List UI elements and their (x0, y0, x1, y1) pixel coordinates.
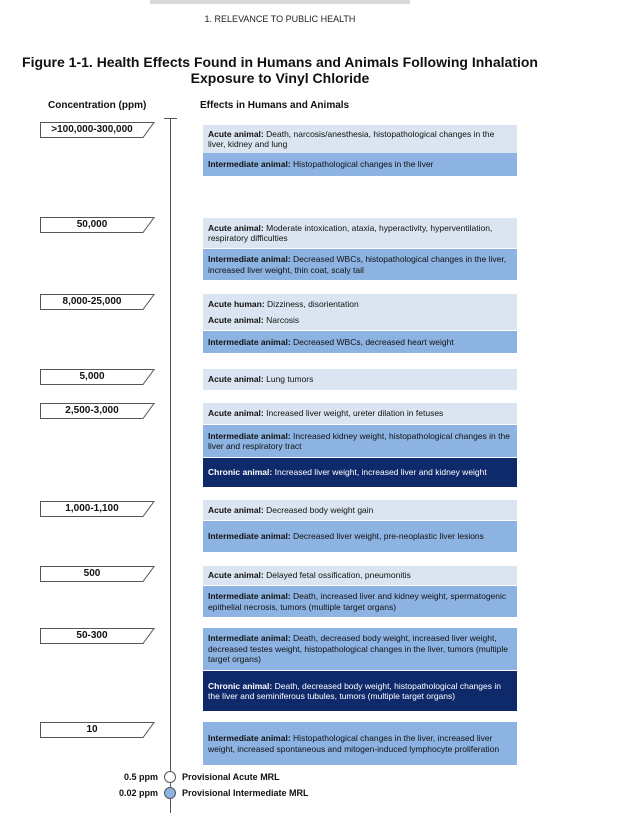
effect-label: Acute animal: (208, 570, 264, 581)
concentration-value: 1,000-1,100 (65, 503, 119, 514)
axis-top-cap (164, 118, 177, 119)
concentration-axis (170, 118, 171, 813)
effect-line (208, 431, 512, 452)
effect-label: Chronic animal: (208, 680, 273, 691)
concentration-tag (40, 369, 156, 385)
effect-label: Acute animal: (208, 222, 264, 233)
effect-line (208, 733, 512, 754)
top-scroll-bar (150, 0, 410, 4)
effect-label: Acute animal: (208, 128, 264, 139)
concentration-tag (40, 501, 156, 517)
effect-label: Intermediate animal: (208, 159, 291, 170)
effect-text: Moderate intoxication, ataxia, hyperactivity, hyperventilation, respiratory difficulties (208, 222, 493, 243)
figure-title (0, 54, 560, 86)
effect-text: Lung tumors (266, 374, 314, 385)
effect-label: Chronic animal: (208, 467, 273, 478)
mrl-value: 0.5 ppm (123, 772, 158, 782)
effect-box (203, 249, 517, 280)
concentration-value: 2,500-3,000 (65, 405, 119, 416)
effect-line (208, 591, 512, 612)
mrl-label: Provisional Acute MRL (182, 772, 280, 782)
effect-text: Delayed fetal ossification, pneumonitis (266, 570, 411, 581)
effect-text: Decreased body weight gain (266, 504, 374, 515)
effect-text: Increased kidney weight, histopathological changes in the liver and respiratory tract (208, 430, 510, 451)
effect-label: Intermediate animal: (208, 633, 291, 644)
effect-text: Death, decreased body weight, histopathological changes in the liver and seminiferous tubules, tumors (multiple target organs) (208, 680, 501, 701)
effect-line (208, 315, 512, 326)
effect-box (203, 218, 517, 248)
figure-title-line2: Exposure to Vinyl Chloride (190, 70, 370, 86)
effect-text: Decreased WBCs, decreased heart weight (293, 336, 454, 347)
concentration-tag (40, 294, 156, 310)
effect-box (203, 566, 517, 585)
concentration-tag (40, 566, 156, 582)
effect-box (203, 671, 517, 711)
effect-box (203, 369, 517, 390)
effect-box (203, 403, 517, 424)
concentration-value: 500 (83, 568, 101, 579)
effect-text: Death, increased liver and kidney weight, spermatogenic epithelial necrosis, tumors (multiple target organs) (208, 591, 507, 612)
effect-line (208, 223, 512, 244)
mrl-marker-icon (164, 771, 176, 783)
effect-text: Increased liver weight, increased liver and kidney weight (274, 467, 487, 478)
mrl-value: 0.02 ppm (118, 788, 158, 798)
effect-label: Intermediate animal: (208, 336, 291, 347)
effect-line (208, 505, 512, 516)
concentration-tag (40, 628, 156, 644)
effect-label: Intermediate animal: (208, 591, 291, 601)
concentration-column-header: Concentration (ppm) (48, 100, 147, 111)
section-header: 1. RELEVANCE TO PUBLIC HEALTH (204, 14, 356, 24)
effect-label: Intermediate animal: (208, 733, 291, 743)
concentration-tag (40, 403, 156, 419)
effect-text: Death, decreased body weight, increased liver weight, decreased testes weight, histopathological changes in the liver, tumors (multiple target organs) (208, 633, 509, 665)
effects-column-header: Effects in Humans and Animals (200, 100, 350, 111)
effect-box (203, 425, 517, 457)
concentration-value: >100,000-300,000 (51, 124, 133, 135)
effect-line (208, 299, 512, 310)
effect-box (203, 500, 517, 520)
effect-line (208, 254, 512, 275)
effect-text: Increased liver weight, ureter dilation in fetuses (266, 408, 444, 419)
effect-line (208, 374, 512, 385)
concentration-value: 50-300 (76, 630, 108, 641)
effect-line (208, 467, 512, 478)
concentration-value: 8,000-25,000 (62, 296, 122, 307)
figure-title-line1: Figure 1-1. Health Effects Found in Humans and Animals Following Inhalation (22, 54, 538, 70)
concentration-value: 10 (86, 724, 98, 735)
effect-box (203, 521, 517, 552)
effect-box (203, 153, 517, 176)
effect-line (208, 408, 512, 419)
concentration-value: 50,000 (76, 219, 108, 230)
effect-box (203, 628, 517, 670)
effect-text: Decreased liver weight, pre-neoplastic liver lesions (293, 531, 484, 542)
effect-box (203, 586, 517, 617)
concentration-tag (40, 722, 156, 738)
concentration-tag (40, 122, 156, 138)
effect-label: Intermediate animal: (208, 254, 291, 264)
effect-box (203, 125, 517, 153)
effect-line (208, 570, 512, 581)
effect-label: Acute animal: (208, 504, 264, 515)
effect-text: Dizziness, disorientation (267, 299, 359, 309)
effect-box (203, 722, 517, 765)
effect-text: Narcosis (266, 314, 300, 325)
effect-line (208, 337, 512, 348)
effect-text: Death, narcosis/anesthesia, histopathological changes in the liver, kidney and lung (208, 128, 495, 149)
effect-text: Histopathological changes in the liver, increased liver weight, increased spontaneous and mitogen-induced lymphocyte proliferation (208, 733, 500, 754)
effect-label: Acute human: (208, 299, 265, 309)
effect-label: Intermediate animal: (208, 531, 291, 542)
effect-line (208, 531, 512, 542)
effect-text: Histopathological changes in the liver (293, 159, 434, 170)
effect-label: Acute animal: (208, 314, 264, 325)
effect-label: Acute animal: (208, 408, 264, 419)
effect-box (203, 331, 517, 353)
mrl-marker-icon (164, 787, 176, 799)
concentration-value: 5,000 (79, 371, 105, 382)
effect-text: Decreased WBCs, histopathological changes in the liver, increased liver weight, thin coat, scaly tail (208, 254, 507, 275)
effect-label: Intermediate animal: (208, 430, 291, 441)
effect-line (208, 129, 512, 150)
effect-box (203, 294, 517, 330)
effect-line (208, 681, 512, 702)
effect-label: Acute animal: (208, 374, 264, 385)
concentration-tag (40, 217, 156, 233)
effect-line (208, 159, 512, 170)
effect-box (203, 458, 517, 487)
effect-line (208, 633, 512, 665)
mrl-label: Provisional Intermediate MRL (182, 788, 309, 798)
